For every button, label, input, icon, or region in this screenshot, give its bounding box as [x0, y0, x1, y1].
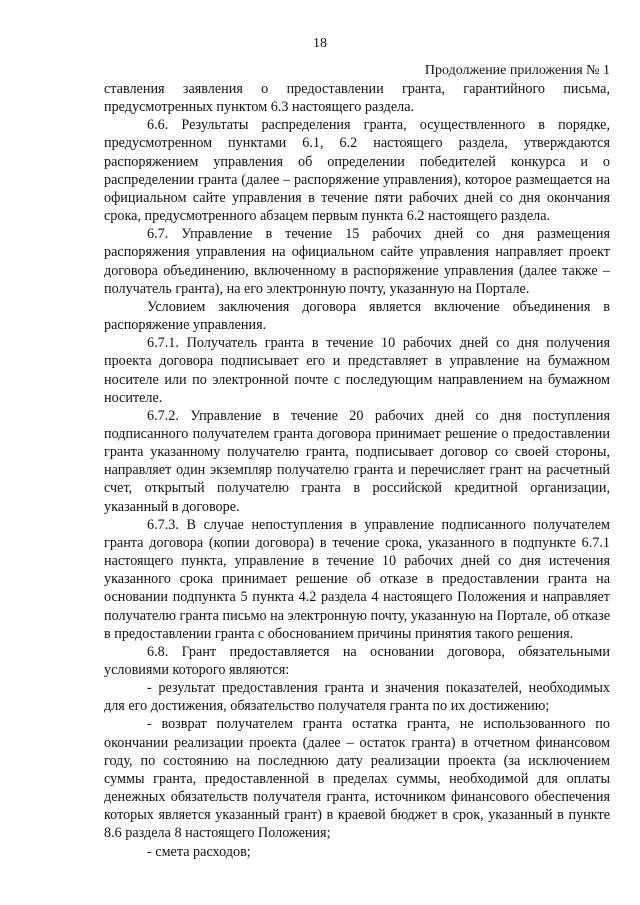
document-body — [104, 80, 610, 861]
page-number: 18 — [313, 36, 327, 51]
paragraph-6-7: 6.7. Управление в течение 15 рабочих дней со дня размещения распоряжения управления на официальном сайте управления направляет проект договора объединению, включенному в распоряжение управления (далее также – получатель гранта), на его электронную почту, указанную на Портале. — [104, 226, 610, 297]
list-item-refund: - возврат получателем гранта остатка гранта, не использованного по окончании реализации проекта (далее – остаток гранта) в отчетном финансовом году, по состоянию на последнюю дату реализации проекта (за исключением суммы гранта, предоставленной в пределах суммы, необходимой для оплаты денежных обязательств получателя гранта, источником финансового обеспечения которых является указанный грант) в краевой бюджет в срок, указанный в пункте 8.6 раздела 8 настоящего Положения; — [104, 716, 610, 842]
paragraph-condition: Условием заключения договора является включение объединения в распоряжение управления. — [104, 298, 610, 334]
list-item-result: - результат предоставления гранта и значения показателей, необходимых для его достижения, обязательство получателя гранта по их достижению; — [104, 680, 610, 715]
paragraph-continued: ставления заявления о предоставлении гранта, гарантийного письма, предусмотренных пунктом 6.3 настоящего раздела. — [104, 81, 610, 116]
paragraph-6-7-3: 6.7.3. В случае непоступления в управление подписанного получателем гранта договора (копии договора) в течение срока, указанного в подпункте 6.7.1 настоящего пункта, управление в течение 10 рабочих дней со дня истечения указанного срока принимает решение об отказе в предоставлении гранта на основании подпункта 5 пункта 4.2 раздела 4 настоящего Положения и направляет получателю гранта письмо на электронную почту, указанную на Портале, об отказе в предоставлении гранта с обоснованием причины принятия такого решения. — [104, 516, 610, 642]
paragraph-6-7-2: 6.7.2. Управление в течение 20 рабочих дней со дня поступления подписанного получателем гранта договора принимает решение о предоставлении гранта указанному получателю гранта, подписывает договор со своей стороны, направляет один экземпляр получателю гранта и перечисляет грант на расчетный счет, открытый получателю гранта в российской кредитной организации, указанный в договоре. — [104, 407, 610, 515]
list-item-estimate: - смета расходов; — [147, 843, 251, 860]
paragraph-6-6: 6.6. Результаты распределения гранта, осуществленного в порядке, предусмотренном пунктами 6.1, 6.2 настоящего раздела, утверждаются распоряжением управления об определении победителей конкурса и о распределении гранта (далее – распоряжение управления), которое размещается на официальном сайте управления в течение пяти рабочих дней со дня окончания срока, предусмотренного абзацем первым пункта 6.2 настоящего раздела. — [104, 117, 610, 225]
appendix-continuation-note: Продолжение приложения № 1 — [424, 63, 610, 78]
paragraph-6-7-1: 6.7.1. Получатель гранта в течение 10 рабочих дней со дня получения проекта договора подписывает его и представляет в управление на бумажном носителе или по электронной почте с последующим направлением на бумажном носителе. — [104, 335, 610, 406]
paragraph-6-8: 6.8. Грант предоставляется на основании договора, обязательными условиями которого являются: — [104, 643, 610, 678]
